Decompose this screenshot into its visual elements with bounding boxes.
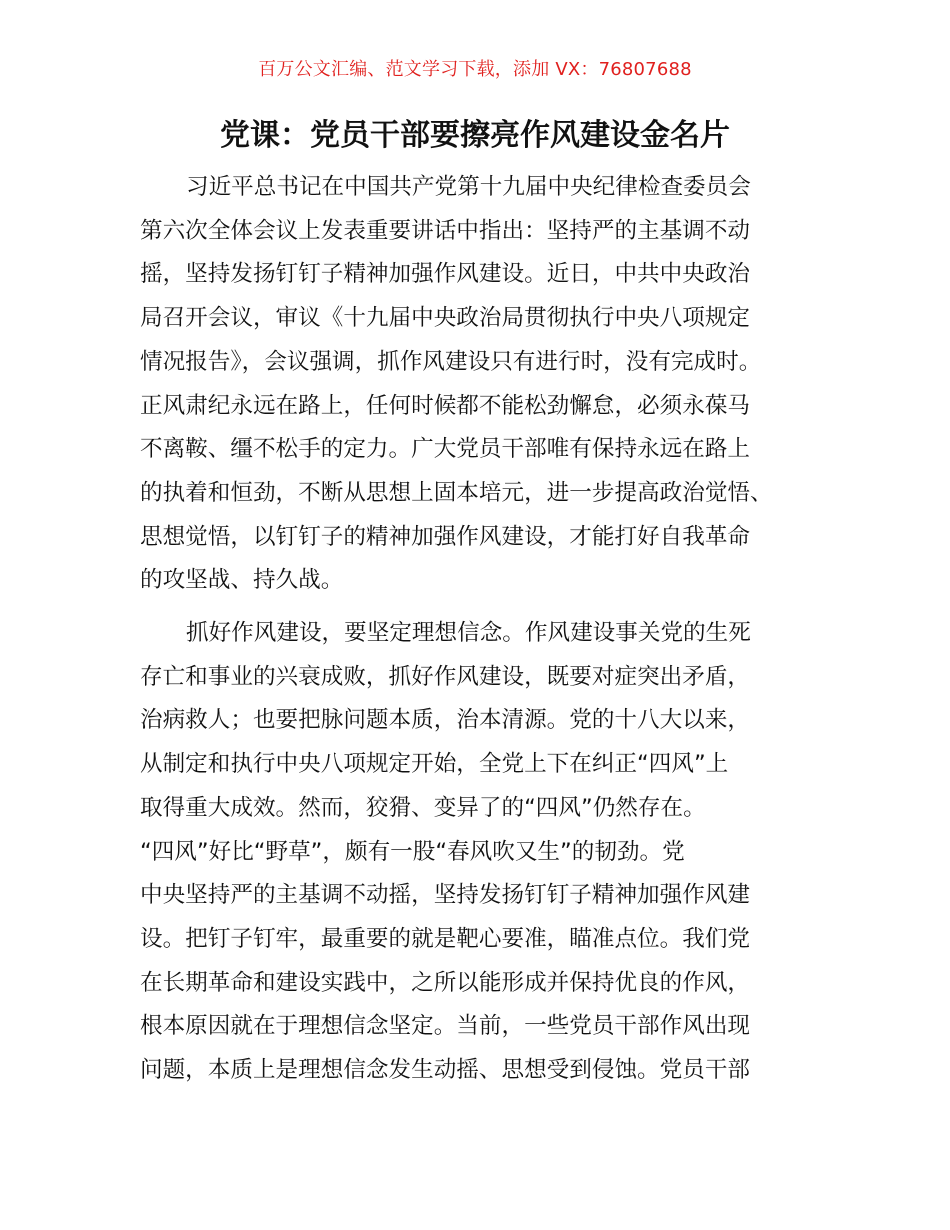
paragraph-line: 问题，本质上是理想信念发生动摇、思想受到侵蚀。党员干部	[140, 1057, 751, 1084]
paragraph-line: 中央坚持严的主基调不动摇，坚持发扬钉钉子精神加强作风建	[140, 882, 751, 909]
paragraph-line: 习近平总书记在中国共产党第十九届中央纪律检查委员会	[186, 174, 751, 200]
paragraph-line: 根本原因就在于理想信念坚定。当前，一些党员干部作风出现	[140, 1013, 751, 1040]
paragraph-line: 不离鞍、缰不松手的定力。广大党员干部唯有保持永远在路上	[140, 436, 751, 463]
paragraph-line: 摇，坚持发扬钉钉子精神加强作风建设。近日，中共中央政治	[140, 261, 751, 288]
paragraph-line: 的执着和恒劲，不断从思想上固本培元，进一步提高政治觉悟、	[140, 479, 773, 506]
paragraph-line: 从制定和执行中央八项规定开始，全党上下在纠正“四风”上	[140, 751, 729, 778]
paragraph-line: 抓好作风建设，要坚定理想信念。作风建设事关党的生死	[186, 620, 751, 646]
paragraph-line: 取得重大成效。然而，狡猾、变异了的“四风”仍然存在。	[140, 794, 706, 821]
paragraph-line: 思想觉悟，以钉钉子的精神加强作风建设，才能打好自我革命	[140, 523, 751, 550]
paragraph-line: 的攻坚战、持久战。	[140, 567, 344, 594]
watermark-header: 百万公文汇编、范文学习下载，添加 VX：76807688	[258, 59, 692, 80]
paragraph-line: 设。把钉子钉牢，最重要的就是靶心要准，瞄准点位。我们党	[140, 925, 751, 952]
paragraph-line: 在长期革命和建设实践中，之所以能形成并保持优良的作风，	[140, 969, 751, 996]
paragraph-line: 情况报告》，会议强调，抓作风建设只有进行时，没有完成时。	[140, 348, 762, 375]
paragraph-1	[140, 166, 820, 603]
paragraph-2	[140, 612, 820, 1093]
paragraph-line: 存亡和事业的兴衰成败，抓好作风建设，既要对症突出矛盾，	[140, 663, 751, 690]
paragraph-line: 局召开会议，审议《十九届中央政治局贯彻执行中央八项规定	[140, 305, 751, 332]
paragraph-line: 正风肃纪永远在路上，任何时候都不能松劲懈怠，必须永葆马	[140, 392, 751, 419]
paragraph-line: “四风”好比“野草”，颇有一股“春风吹又生”的韧劲。党	[140, 838, 685, 865]
document-title: 党课：党员干部要擦亮作风建设金名片	[220, 118, 730, 153]
paragraph-line: 治病救人；也要把脉问题本质，治本清源。党的十八大以来，	[140, 707, 751, 734]
paragraph-line: 第六次全体会议上发表重要讲话中指出：坚持严的主基调不动	[140, 217, 751, 244]
